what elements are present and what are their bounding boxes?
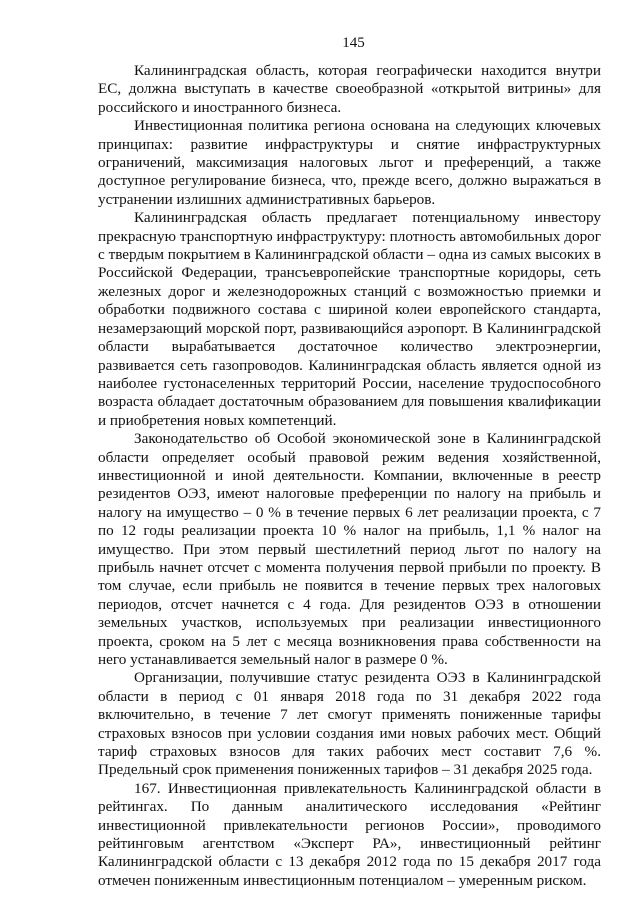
- page-number: 145: [342, 35, 365, 51]
- paragraph-ratings: 167. Инвестиционная привлекательность Калининградской области в рейтингах. По данным аналитического исследования «Рейтинг инвестиционной привлекательности регионов России», проводимого рейтинговым агентством «Эксперт РА», инвестиционный рейтинг Калининградской области с 13 декабря 2012 года по 15 декабря 2017 года отмечен пониженным инвестиционным потенциалом – умеренным риском.: [98, 779, 601, 889]
- paragraph-investment-policy: Инвестиционная политика региона основана на следующих ключевых принципах: развитие инфраструктуры и снятие инфраструктурных ограничений, максимизация налоговых льгот и преференций, а также доступное регулирование бизнеса, что, прежде всего, должно выражаться в устранении излишних административных барьеров.: [98, 117, 601, 208]
- document-page: [98, 34, 601, 890]
- paragraph-insurance-tariffs: Организации, получившие статус резидента ОЭЗ в Калининградской области в период с 01 января 2018 года по 31 декабря 2022 года включительно, в течение 7 лет смогут применять пониженные тарифы страховых взносов при условии создания ими новых рабочих мест. Общий тариф страховых взносов для таких рабочих мест составит 7,6 %. Предельный срок применения пониженных тарифов – 31 декабря 2025 года.: [98, 669, 601, 779]
- paragraph-intro: Калининградская область, которая географически находится внутри ЕС, должна выступать в качестве своеобразной «открытой витрины» для российского и иностранного бизнеса.: [98, 62, 601, 116]
- paragraph-transport-infrastructure: Калининградская область предлагает потенциальному инвестору прекрасную транспортную инфраструктуру: плотность автомобильных дорог с твердым покрытием в Калининградской области – одна из самых высоких в Российской Федерации, трансъевропейские транспортные коридоры, сеть железных дорог и железнодорожных станций с возможностью приемки и обработки подвижного состава с шириной колеи европейского стандарта, незамерзающий морской порт, развивающийся аэропорт. В Калининградской области вырабатывается достаточное количество электроэнергии, развивается сеть газопроводов. Калининградская область является одной из наиболее густонаселенных территорий России, население трудоспособного возраста обладает достаточным образованием для повышения квалификации и приобретения новых компетенций.: [98, 209, 601, 429]
- paragraph-special-economic-zone: Законодательство об Особой экономической зоне в Калининградской области определяет особый правовой режим ведения хозяйственной, инвестиционной и иной деятельности. Компании, включенные в реестр резидентов ОЭЗ, имеют налоговые преференции по налогу на прибыль и налогу на имущество – 0 % в течение первых 6 лет реализации проекта, с 7 по 12 годы реализации проекта 10 % налог на прибыль, 1,1 % налог на имущество. При этом первый шестилетний период льгот по налогу на прибыль начнет отсчет с момента получения первой прибыли по проекту. В том случае, если прибыль не появится в течение первых трех налоговых периодов, отсчет начнется с 4 года. Для резидентов ОЭЗ в отношении земельных участков, используемых при реализации инвестиционного проекта, сроком на 5 лет с месяца возникновения права собственности на него устанавливается земельный налог в размере 0 %.: [98, 430, 601, 668]
